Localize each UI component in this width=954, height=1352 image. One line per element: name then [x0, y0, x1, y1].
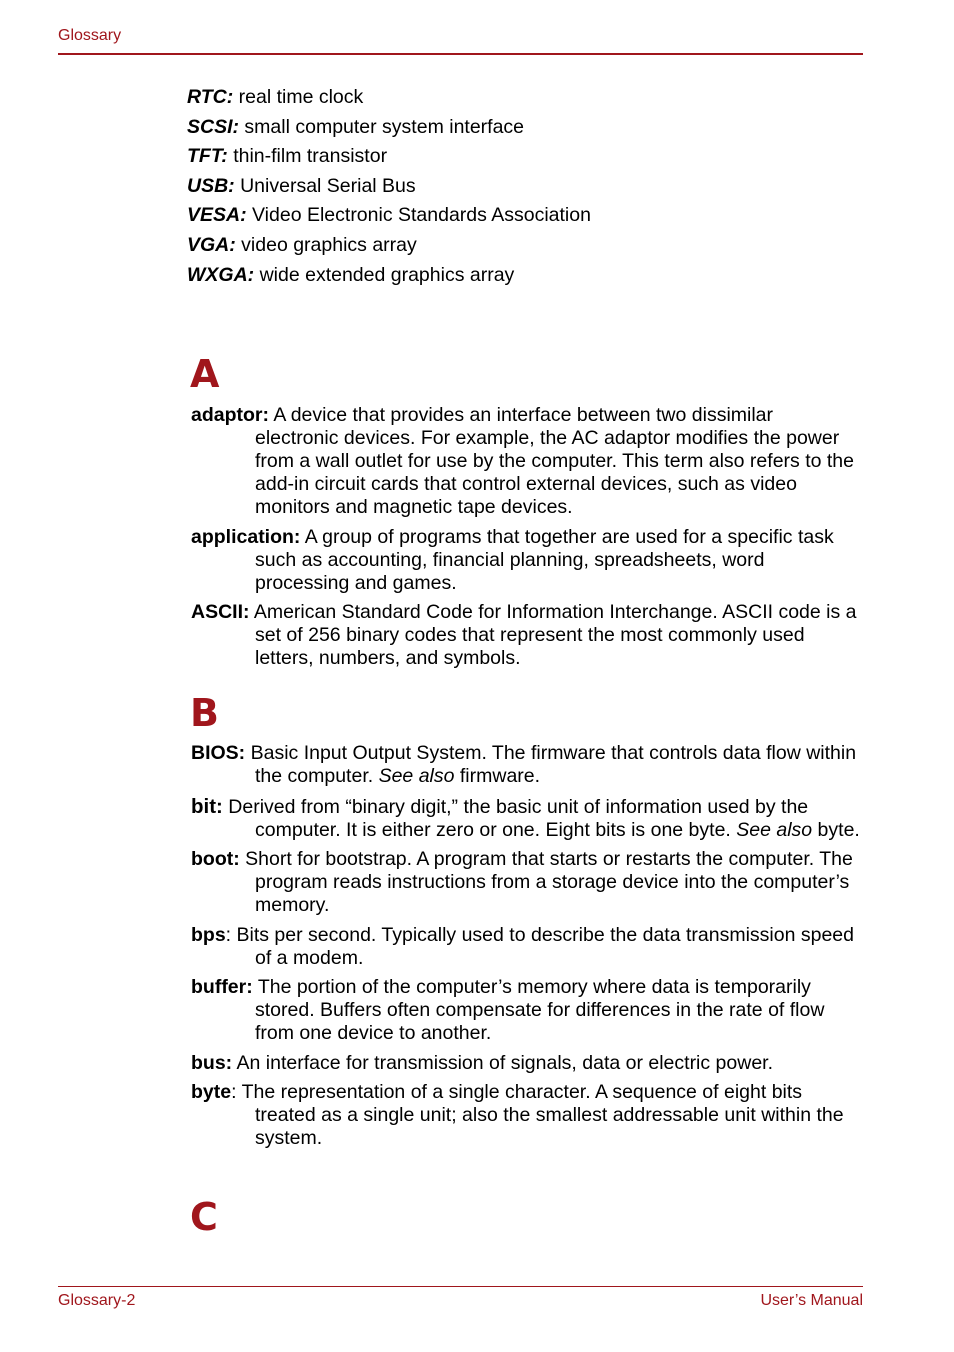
section-b-entries — [191, 742, 861, 1157]
abbreviation-definition: video graphics array — [235, 233, 417, 256]
glossary-entry-bit — [191, 795, 861, 842]
section-letter-a: A — [190, 352, 220, 396]
abbreviation-item — [187, 142, 591, 172]
abbreviation-item — [187, 113, 591, 143]
entry-term: application: — [191, 525, 301, 548]
abbreviation-item — [187, 83, 591, 113]
abbreviation-term: USB: — [187, 174, 235, 197]
entry-definition-tail: byte. — [812, 818, 860, 841]
entry-term: boot: — [191, 848, 240, 870]
glossary-entry-bps — [191, 924, 861, 970]
abbreviation-definition: Universal Serial Bus — [234, 174, 416, 197]
abbreviation-term: WXGA: — [187, 263, 255, 286]
abbreviation-term: TFT: — [187, 145, 228, 168]
entry-definition: A device that provides an interface between two dissimilar electronic devices. For example, the AC adaptor modifies the power from a wall outlet for use by the computer. This term also refers to the add-in circuit cards that control external devices, such as video monitors and magnetic tape devices. — [255, 404, 854, 518]
abbreviation-list — [187, 83, 591, 290]
footer-page-number: Glossary-2 — [58, 1292, 136, 1309]
footer-manual-title: User’s Manual — [760, 1292, 863, 1309]
entry-definition: Short for bootstrap. A program that starts or restarts the computer. The program reads instructions from a storage device into the computer’s memory. — [239, 848, 853, 916]
glossary-entry-bus — [191, 1052, 861, 1075]
entry-term: bit: — [191, 794, 223, 818]
entry-term: buffer: — [191, 976, 253, 998]
glossary-entry-ascii — [191, 601, 861, 670]
entry-term: byte — [191, 1081, 232, 1103]
entry-definition: An interface for transmission of signals, data or electric power. — [232, 1051, 774, 1074]
abbreviation-term: VGA: — [187, 233, 236, 256]
entry-term: adaptor: — [191, 404, 269, 426]
abbreviation-item — [187, 172, 591, 202]
glossary-entry-boot — [191, 848, 861, 917]
abbreviation-term: RTC: — [187, 86, 234, 108]
section-letter-b: B — [190, 691, 219, 735]
abbreviation-item — [187, 201, 591, 231]
abbreviation-definition: Video Electronic Standards Association — [246, 204, 591, 227]
entry-definition: A group of programs that together are used for a specific task such as accounting, financial planning, spreadsheets, word processing and games. — [255, 525, 834, 594]
entry-definition: Derived from “binary digit,” the basic unit of information used by the computer. It is either zero or one. Eight bits is one byte. — [222, 795, 809, 841]
abbreviation-item — [187, 261, 591, 291]
section-a-entries — [191, 404, 861, 677]
abbreviation-definition: small computer system interface — [239, 115, 525, 138]
abbreviation-term: SCSI: — [187, 115, 240, 138]
entry-definition: Basic Input Output System. The firmware that controls data flow within the computer. — [245, 742, 857, 787]
abbreviation-definition: wide extended graphics array — [254, 263, 515, 286]
glossary-entry-bios — [191, 742, 861, 788]
see-also-reference: See also — [736, 818, 813, 841]
see-also-reference: See also — [378, 765, 455, 787]
running-header-title: Glossary — [58, 27, 122, 44]
entry-term: ASCII: — [191, 601, 250, 623]
entry-term: bus: — [191, 1051, 233, 1074]
entry-definition: American Standard Code for Information Interchange. ASCII code is a set of 256 binary codes that represent the most commonly used letters, numbers, and symbols. — [249, 601, 857, 669]
abbreviation-definition: real time clock — [233, 86, 364, 108]
abbreviation-definition: thin-film transistor — [227, 145, 388, 168]
entry-term: BIOS: — [191, 742, 246, 764]
glossary-entry-adaptor — [191, 404, 861, 519]
entry-definition: The portion of the computer’s memory where data is temporarily stored. Buffers often compensate for differences in the rate of flow from one device to another. — [252, 976, 825, 1044]
header-rule — [58, 53, 863, 55]
entry-definition: : Bits per second. Typically used to describe the data transmission speed of a modem. — [225, 923, 854, 969]
glossary-entry-application — [191, 526, 861, 595]
entry-definition: : The representation of a single character. A sequence of eight bits treated as a single unit; also the smallest addressable unit within the system. — [231, 1081, 844, 1149]
entry-definition-tail: firmware. — [454, 765, 541, 787]
glossary-entry-byte — [191, 1081, 861, 1150]
glossary-entry-buffer — [191, 976, 861, 1045]
abbreviation-term: VESA: — [187, 204, 247, 227]
entry-term: bps — [191, 923, 226, 946]
abbreviation-item — [187, 231, 591, 261]
section-letter-c: C — [190, 1195, 218, 1239]
footer-rule — [58, 1286, 863, 1287]
